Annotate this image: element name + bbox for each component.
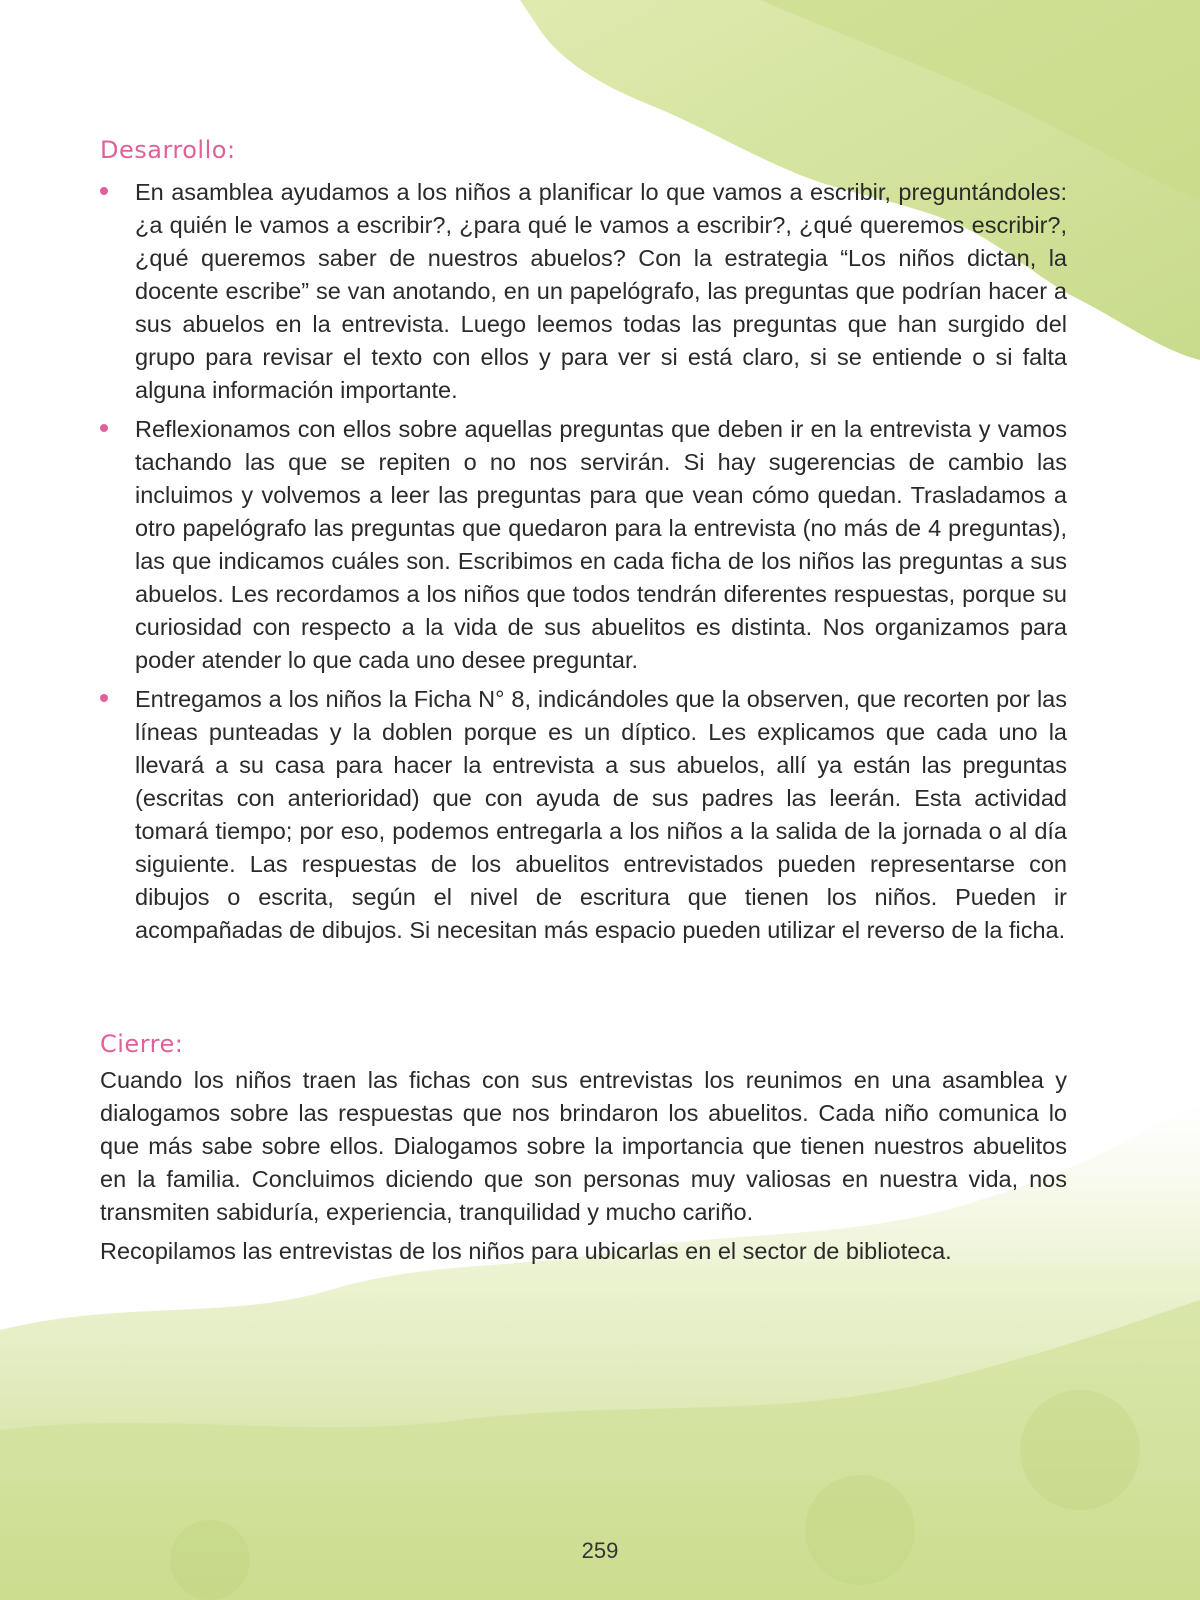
cierre-section — [100, 1064, 1067, 1274]
cierre-heading: Cierre: — [100, 1030, 184, 1058]
bullet-item — [100, 683, 1067, 947]
bullet-dot-icon — [100, 424, 108, 432]
bullet-text: Reflexionamos con ellos sobre aquellas preguntas que deben ir en la entrevista y vamos tachando las que se repiten o no nos servirán. Si hay sugerencias de cambio las incluimos y volvemos a leer las preguntas para que vean cómo quedan. Trasladamos a otro papelógrafo las preguntas que quedaron para la entrevista (no más de 4 preguntas), las que indicamos cuáles son. Escribimos en cada ficha de los niños las preguntas a sus abuelos. Les recordamos a los niños que todos tendrán diferentes respuestas, porque su curiosidad con respecto a la vida de sus abuelitos es distinta. Nos organizamos para poder atender lo que cada uno desee preguntar. — [135, 416, 1067, 673]
bullet-item — [100, 413, 1067, 677]
bullet-dot-icon — [100, 187, 108, 195]
bullet-dot-icon — [100, 694, 108, 702]
cierre-paragraph: Recopilamos las entrevistas de los niños para ubicarlas en el sector de biblioteca. — [100, 1238, 952, 1264]
bullet-item — [100, 176, 1067, 407]
desarrollo-bullet-list — [100, 176, 1067, 953]
desarrollo-heading: Desarrollo: — [100, 136, 236, 164]
bullet-text: En asamblea ayudamos a los niños a planificar lo que vamos a escribir, preguntándoles: ¿a quién le vamos a escribir?, ¿para qué le vamos a escribir?, ¿qué queremos escribir?, ¿qué queremos saber de nuestros abuelos? Con la estrategia “Los niños dictan, la docente escribe” se van anotando, en un papelógrafo, las preguntas que podrían hacer a sus abuelos en la entrevista. Luego leemos todas las preguntas que han surgido del grupo para revisar el texto con ellos y para ver si está claro, si se entiende o si falta alguna información importante. — [135, 179, 1067, 403]
cierre-paragraph: Cuando los niños traen las fichas con sus entrevistas los reunimos en una asamblea y dialogamos sobre las respuestas que nos brindaron los abuelitos. Cada niño comunica lo que más sabe sobre ellos. Dialogamos sobre la importancia que tienen nuestros abuelitos en la familia. Concluimos diciendo que son personas muy valiosas en nuestra vida, nos transmiten sabiduría, experiencia, tranquilidad y mucho cariño. — [100, 1067, 1067, 1225]
page-number: 259 — [581, 1538, 619, 1563]
bullet-text: Entregamos a los niños la Ficha N° 8, indicándoles que la observen, que recorten por las líneas punteadas y la doblen porque es un díptico. Les explicamos que cada uno la llevará a su casa para hacer la entrevista a sus abuelos, allí ya están las preguntas (escritas con anterioridad) que con ayuda de sus padres las leerán. Esta actividad tomará tiempo; por eso, podemos entregarla a los niños a la salida de la jornada o al día siguiente. Las respuestas de los abuelitos entrevistados pueden representarse con dibujos o escrita, según el nivel de escritura que tienen los niños. Pueden ir acompañadas de dibujos. Si necesitan más espacio pueden utilizar el reverso de la ficha. — [135, 686, 1067, 943]
